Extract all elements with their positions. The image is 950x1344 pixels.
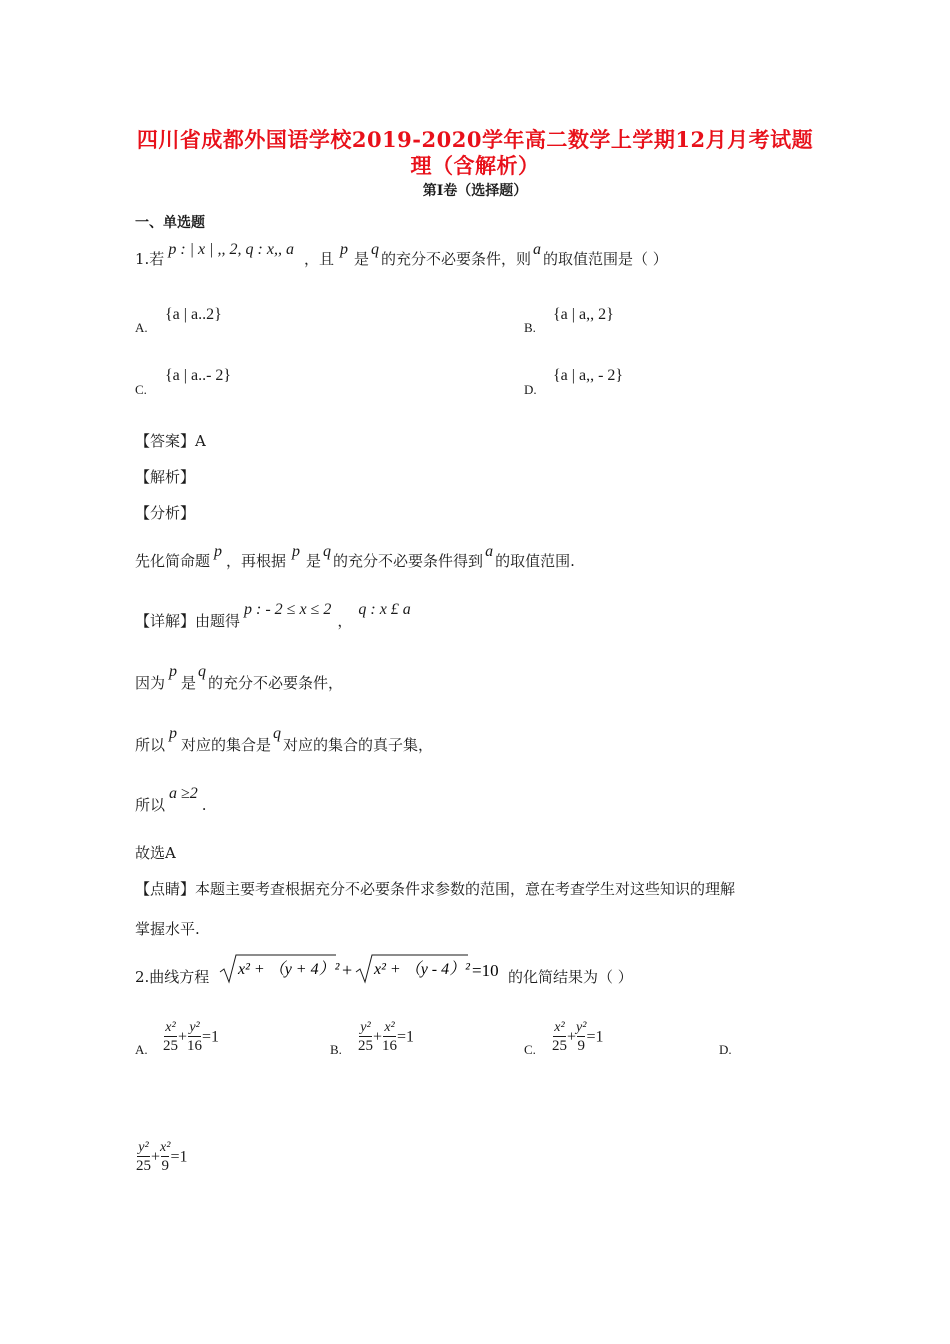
page-title: 四川省成都外国语学校2019-2020学年高二数学上学期12月月考试题 xyxy=(136,127,814,152)
q1-a: a xyxy=(533,241,542,258)
because-t1: 因为 xyxy=(135,674,166,692)
rhs-c: =1 xyxy=(586,1028,604,1046)
page-title-line2: 理（含解析） xyxy=(410,153,540,178)
q1-suffix: 的取值范围是（ ） xyxy=(543,250,668,268)
frac-b-1: $\frac{\text{y²}}{25}$ xyxy=(358,1020,373,1054)
q2-option-c-label: C. xyxy=(524,1042,536,1057)
radicand-2: x² + （y ‑ 4）² xyxy=(374,961,470,978)
q1-option-d-math: {a | a,, ‑ 2} xyxy=(553,367,624,384)
so2-t1: 所以 xyxy=(135,796,166,814)
fenxi-p2: p xyxy=(292,543,301,560)
q1-mid3: 的充分不必要条件，则 xyxy=(381,250,532,268)
q1-choose: 故选A xyxy=(135,844,176,862)
q1-option-b-label: B. xyxy=(524,320,536,335)
q1-comment-line-2: 掌握水平. xyxy=(135,920,200,938)
rhs-a: =1 xyxy=(202,1028,220,1046)
q1-option-b-math: {a | a,, 2} xyxy=(553,306,614,323)
q1-mid2: 是 xyxy=(353,250,369,268)
because-t2: 是 xyxy=(181,674,197,692)
q1-option-a-label: A. xyxy=(135,320,148,335)
q2-option-d-math xyxy=(136,1139,187,1176)
detail-math-p: p : ‑ 2 ≤ x ≤ 2 xyxy=(244,601,332,618)
q1-condition-math: p : | x | ,, 2, q : x,, a xyxy=(168,241,294,258)
frac-c-2: $\frac{\text{y²}}{9}$ xyxy=(576,1020,587,1054)
fenxi-a: a xyxy=(485,543,494,560)
frac-c-1: $\frac{\text{x²}}{25}$ xyxy=(552,1020,567,1054)
q2-option-b-math xyxy=(358,1019,414,1056)
because-q: q xyxy=(198,663,207,680)
q2-option-c-math xyxy=(552,1019,603,1056)
q2-equation xyxy=(218,952,508,986)
q1-so-line-1 xyxy=(135,725,434,755)
fenxi-p: p xyxy=(214,543,223,560)
so1-q: q xyxy=(273,725,282,742)
q2-plus: + xyxy=(342,960,353,980)
fenxi-q: q xyxy=(323,543,332,560)
q1-option-c-label: C. xyxy=(135,382,147,397)
rhs-b: =1 xyxy=(397,1028,415,1046)
q1-analysis-label: 【解析】 xyxy=(135,468,196,486)
op-c: + xyxy=(567,1028,577,1046)
q1-option-a-math: {a | a..2} xyxy=(165,306,222,323)
fenxi-t1: 先化简命题 xyxy=(135,552,211,570)
q1-p: p xyxy=(339,241,348,258)
so2-math: a ≥2 xyxy=(169,785,198,802)
detail-label: 【详解】由题得 xyxy=(135,612,241,630)
fenxi-t4: 的充分不必要条件得到 xyxy=(333,552,484,570)
so1-p: p xyxy=(169,725,178,742)
q1-answer: 【答案】A xyxy=(135,432,206,450)
frac-a-1: $\frac{\text{x²}}{25}$ xyxy=(163,1020,178,1054)
part-label: 一、单选题 xyxy=(135,215,205,231)
question-1 xyxy=(135,241,668,269)
q2-eq-rhs: =10 xyxy=(472,961,499,980)
so1-t2: 对应的集合是 xyxy=(181,736,272,754)
radicand-1: x² + （y + 4）² xyxy=(238,961,340,978)
so1-t1: 所以 xyxy=(135,736,166,754)
rhs-d: =1 xyxy=(170,1148,188,1166)
question-2 xyxy=(135,966,209,987)
fenxi-t5: 的取值范围. xyxy=(495,552,575,570)
frac-d-1: $\frac{\text{y²}}{25}$ xyxy=(136,1140,151,1174)
frac-b-2: $\frac{\text{x²}}{16}$ xyxy=(382,1020,398,1054)
so1-t3: 对应的集合的真子集， xyxy=(283,736,434,754)
frac-a-2: $\frac{\text{y²}}{16}$ xyxy=(187,1020,203,1054)
because-t3: 的充分不必要条件， xyxy=(208,674,344,692)
q2-option-d-label: D. xyxy=(719,1042,732,1057)
because-p: p xyxy=(169,663,178,680)
q1-detail xyxy=(135,601,411,631)
q2-prefix: 2.曲线方程 xyxy=(135,968,210,986)
q2-suffix: 的化简结果为（ ） xyxy=(508,968,633,986)
frac-d-2: $\frac{\text{x²}}{9}$ xyxy=(160,1140,171,1174)
q1-fenxi-text xyxy=(135,543,575,571)
so2-t2: . xyxy=(201,796,207,814)
detail-sep: ， xyxy=(337,612,353,630)
op-b: + xyxy=(373,1028,383,1046)
q1-because-line xyxy=(135,663,344,693)
q1-so-line-2 xyxy=(135,785,207,815)
q1-option-d-label: D. xyxy=(524,382,537,397)
q1-fenxi-label: 【分析】 xyxy=(135,504,196,522)
q2-option-a-label: A. xyxy=(135,1042,148,1057)
op-a: + xyxy=(178,1028,188,1046)
q1-prefix: 1.若 xyxy=(135,250,165,268)
q1-mid1: ，且 xyxy=(303,250,334,268)
section-label: 第I卷（选择题） xyxy=(422,183,528,199)
op-d: + xyxy=(151,1148,161,1166)
fenxi-t2: ，再根据 xyxy=(226,552,287,570)
q2-option-b-label: B. xyxy=(330,1042,342,1057)
q2-option-a-math xyxy=(163,1019,219,1056)
detail-math-q: q : x £ a xyxy=(358,601,411,618)
q1-comment-line-1: 【点睛】本题主要考查根据充分不必要条件求参数的范围，意在考查学生对这些知识的理解 xyxy=(135,880,736,898)
q1-q: q xyxy=(371,241,379,258)
fenxi-t3: 是 xyxy=(306,552,322,570)
q1-option-c-math: {a | a..‑ 2} xyxy=(165,367,232,384)
